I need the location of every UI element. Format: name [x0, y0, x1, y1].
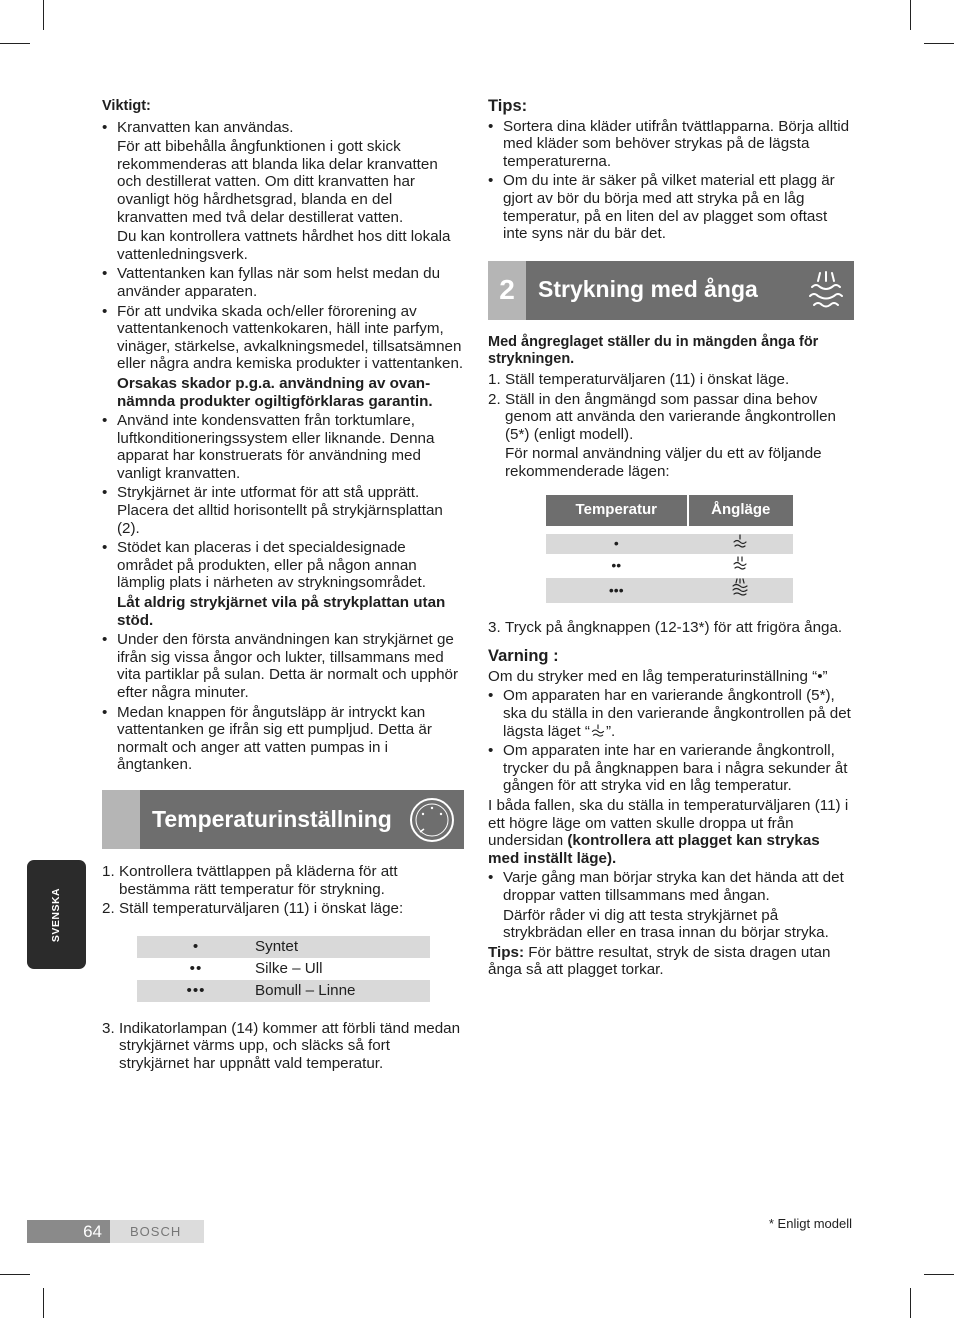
steam-low-icon: [687, 534, 793, 554]
footnote: * Enligt modell: [768, 1216, 852, 1231]
paragraph: För normal användning väljer du ett av följande rekommenderade lägen:: [505, 445, 822, 480]
bullet-item: • Medan knappen för ångutsläpp är intryckt kan vattentanken ge ifrån sig ett pumpljud. Detta är normalt och anger att vatten pumpas in i ångtanken.: [102, 704, 464, 774]
page-number: 64: [27, 1220, 110, 1243]
paragraph: Du kan kontrollera vattnets hårdhet hos ditt lokala vattenledningsverk.: [117, 228, 451, 263]
language-tab: [27, 860, 86, 969]
bullet-item: • Kranvatten kan användas.: [102, 119, 464, 137]
crop-mark: [924, 1274, 954, 1275]
fabric-label: Bomull – Linne: [255, 980, 430, 1002]
numbered-step: 1. Kontrollera tvättlappen på kläderna för att bestämma rätt temperatur för strykning.: [102, 862, 398, 898]
tips-heading: Tips:: [488, 97, 528, 115]
steam-low-icon: [590, 724, 606, 737]
bullet-item: • För att undvika skada och/eller förorening av vattentankenoch vattenkokaren, häll inte parfym, vinäger, stärkelse, avkalkningsmedel, tillsatsämnen eller några andra kemiska produkter i vattentanken.: [102, 303, 464, 373]
crop-mark: [43, 0, 44, 30]
bullet-item: • Under den första användningen kan strykjärnet ge ifrån sig vissa ångor och lukter, tillsammans med vita partiklar på sulan. Detta är normalt och upphör efter några minuter.: [102, 631, 464, 701]
temperature-table: [137, 936, 430, 1002]
left-column: [102, 98, 464, 1075]
numbered-step: 3. Indikatorlampan (14) kommer att förbli tänd medan strykjärnet värms upp, och släcks så fort strykjärnet har uppnått vald temperatur.: [102, 1019, 461, 1072]
numbered-step: 2. Ställ in den ångmängd som passar dina behov genom att använda den varierande ångkontrollen (5*) (enligt modell).: [488, 390, 836, 443]
crop-mark: [0, 43, 30, 44]
crop-mark: [43, 1288, 44, 1318]
table-row: [137, 980, 430, 1002]
bullet-item: • Sortera dina kläder utifrån tvättlapparna. Börja alltid med kläder som behöver strykas på de lägsta temperaturerna.: [488, 118, 854, 171]
temp-dots: •••: [546, 578, 687, 603]
language-label: SVENSKA: [49, 887, 62, 942]
table-row: [137, 936, 430, 958]
crop-mark: [924, 43, 954, 44]
section-header-steam: [488, 261, 854, 320]
bullet-item: • Om apparaten har en varierande ångkontroll (5*), ska du ställa in den varierande ångkontrollen på det lägsta läget “ ”.: [488, 687, 854, 740]
section-header-temperature: [102, 790, 464, 849]
viktigt-heading: Viktigt:: [102, 98, 151, 114]
table-row: [546, 556, 793, 577]
numbered-step: 3. Tryck på ångknappen (12-13*) för att frigöra ånga.: [488, 618, 843, 636]
temperature-dial-icon: [408, 796, 456, 844]
section-number: 2: [488, 261, 526, 320]
warning-text: Låt aldrig strykjärnet vila på strykplattan utan stöd.: [117, 594, 446, 629]
warning-heading: Varning :: [488, 647, 559, 666]
bullet-item: • Strykjärnet är inte utformat för att stå upprätt. Placera det alltid horisontellt på strykjärnsplattan (2).: [102, 484, 464, 537]
section-tab: [102, 790, 140, 849]
crop-mark: [0, 1274, 30, 1275]
temp-dots: •: [546, 534, 687, 554]
steam-icon: [806, 269, 846, 313]
paragraph: Därför råder vi dig att testa strykjärnet på strykbrädan eller en trasa innan du börjar stryka.: [503, 906, 829, 942]
column-header: Ångläge: [687, 495, 793, 526]
crop-mark: [910, 1288, 911, 1318]
brand-label: BOSCH: [110, 1220, 204, 1243]
table-row: [546, 534, 793, 554]
temp-dots: •: [137, 936, 255, 958]
bullet-item: • Använd inte kondensvatten från torktumlare, luftkonditioneringssystem eller liknande. Denna apparat har konstruerats för användning med vanligt kranvatten.: [102, 412, 464, 482]
steam-medium-icon: [687, 556, 793, 577]
paragraph: För att bibehålla ångfunktionen i gott skick rekommenderas att blanda lika delar kranvatten och destillerat vatten. Om ditt kranvatten har ovanligt hög hårdhetsgrad, blanda en del kranvatten med två delar destillerat vatten.: [117, 138, 438, 226]
fabric-label: Syntet: [255, 936, 430, 958]
section-title: Strykning med ånga: [538, 276, 758, 303]
temp-dots: ••: [189, 959, 203, 977]
section-title: Temperaturinställning: [152, 805, 392, 832]
table-header-row: [546, 495, 793, 526]
fabric-label: Silke – Ull: [255, 959, 323, 977]
right-column: [488, 98, 854, 981]
numbered-step: 2. Ställ temperaturväljaren (11) i önskat läge:: [102, 900, 404, 918]
paragraph: I båda fallen, ska du ställa in temperaturväljaren (11) i ett högre läge om vatten skulle droppa ut från undersidan (kontrollera att plagget kan strykas med inställt läge).: [488, 797, 849, 867]
bullet-item: • Om du inte är säker på vilket material ett plagg är gjort av bör du börja med att stryka på en låg temperatur, på en liten del av plagget som oftast inte syns när du bär det.: [488, 172, 854, 242]
table-row: [137, 958, 430, 980]
tips-paragraph: Tips: För bättre resultat, stryk de sista dragen utan ånga så att plagget torkar.: [488, 943, 831, 979]
bullet-item: • Stödet kan placeras i det specialdesignade området på produkten, eller på någon annan lämplig plats i närheten av strykningsområdet.: [102, 539, 464, 592]
intro-text: Med ångreglaget ställer du in mängden ånga för strykningen.: [488, 333, 819, 368]
bullet-item: • Vattentanken kan fyllas när som helst medan du använder apparaten.: [102, 265, 464, 300]
column-header: Temperatur: [546, 495, 687, 526]
numbered-step: 1. Ställ temperaturväljaren (11) i önskat läge.: [488, 370, 790, 388]
warning-text: Orsakas skador p.g.a. användning av ovan-nämnda produkter ogiltigförklaras garantin.: [117, 374, 433, 410]
steam-high-icon: [687, 578, 793, 603]
bullet-item: • Varje gång man börjar stryka kan det hända att det droppar vatten tillsammans med ångan.: [488, 869, 854, 904]
table-row: [546, 578, 793, 603]
crop-mark: [910, 0, 911, 30]
temp-dots: •••: [137, 980, 255, 1002]
bullet-item: • Om apparaten inte har en varierande ångkontroll, trycker du på ångknappen bara i några sekunder åt gången för att stryka vid en låg temperatur.: [488, 742, 854, 795]
steam-table: [546, 493, 793, 605]
temp-dots: ••: [611, 557, 622, 573]
paragraph: Om du stryker med en låg temperaturinställning “•”: [488, 667, 828, 685]
